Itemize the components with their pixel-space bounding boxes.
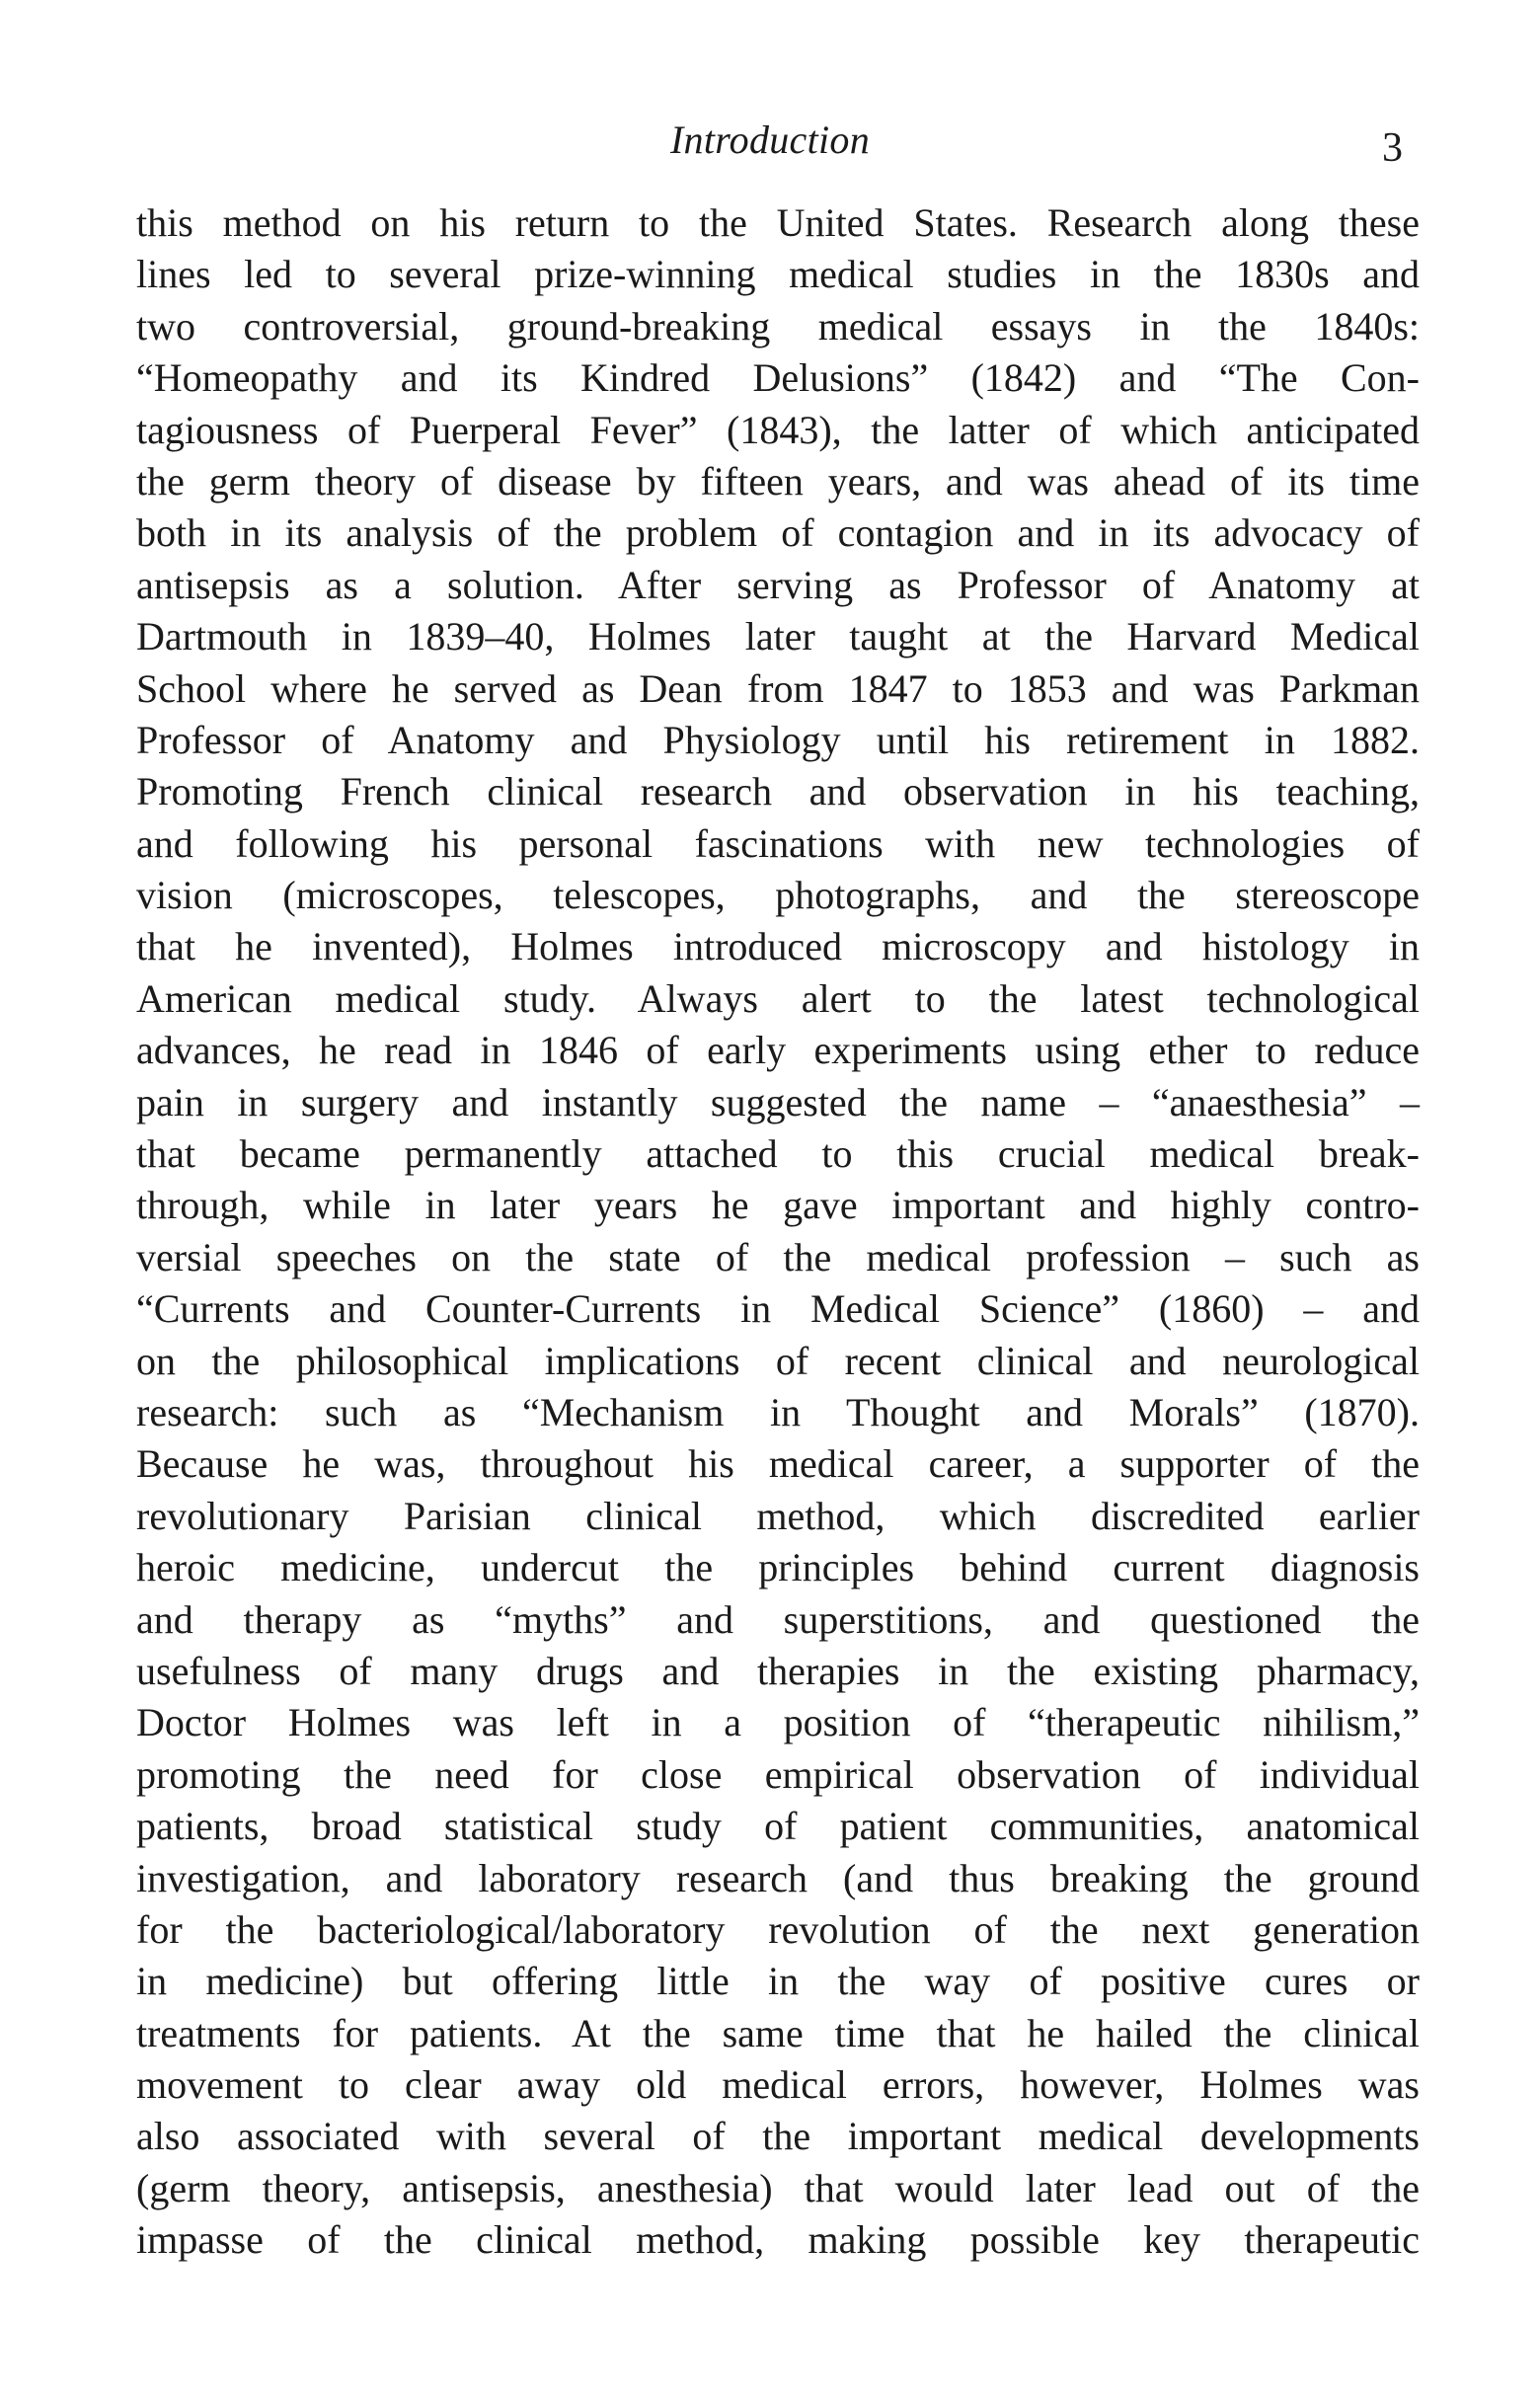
- text-line: that he invented), Holmes introduced microscopy and histology in: [136, 924, 1420, 969]
- text-line: usefulness of many drugs and therapies in the existing pharmacy,: [136, 1648, 1420, 1693]
- text-line: in medicine) but offering little in the way of positive cures or: [136, 1959, 1420, 2004]
- text-line: “Currents and Counter-Currents in Medical Science” (1860) – and: [136, 1286, 1420, 1332]
- text-line: research: such as “Mechanism in Thought and Morals” (1870).: [136, 1389, 1420, 1434]
- text-line: Promoting French clinical research and observation in his teaching,: [136, 769, 1420, 814]
- text-line: for the bacteriological/laboratory revolution of the next generation: [136, 1906, 1420, 1952]
- text-line: antisepsis as a solution. After serving as Professor of Anatomy at: [136, 562, 1420, 607]
- text-line: patients, broad statistical study of patient communities, anatomical: [136, 1804, 1420, 1849]
- text-line: and following his personal fascinations with new technologies of: [136, 820, 1420, 866]
- text-line: advances, he read in 1846 of early experiments using ether to reduce: [136, 1028, 1420, 1073]
- text-line: lines led to several prize-winning medical studies in the 1830s and: [136, 252, 1420, 297]
- text-line: “Homeopathy and its Kindred Delusions” (1842) and “The Con-: [136, 355, 1420, 401]
- text-line: Dartmouth in 1839–40, Holmes later taught at the Harvard Medical: [136, 614, 1420, 659]
- text-line: movement to clear away old medical errors, however, Holmes was: [136, 2062, 1420, 2108]
- text-line: and therapy as “myths” and superstitions, and questioned the: [136, 1596, 1420, 1642]
- text-line: School where he served as Dean from 1847 to 1853 and was Parkman: [136, 665, 1420, 711]
- text-line: that became permanently attached to this crucial medical break-: [136, 1131, 1420, 1177]
- text-line: pain in surgery and instantly suggested the name – “anaesthesia” –: [136, 1079, 1420, 1124]
- text-line: vision (microscopes, telescopes, photographs, and the stereoscope: [136, 873, 1420, 918]
- text-line: tagiousness of Puerperal Fever” (1843), the latter of which anticipated: [136, 407, 1420, 452]
- text-line: versial speeches on the state of the medical profession – such as: [136, 1234, 1420, 1279]
- text-line: (germ theory, antisepsis, anesthesia) that would later lead out of the: [136, 2165, 1420, 2210]
- text-line: on the philosophical implications of recent clinical and neurological: [136, 1338, 1420, 1383]
- text-line: American medical study. Always alert to the latest technological: [136, 975, 1420, 1021]
- text-line: Professor of Anatomy and Physiology until his retirement in 1882.: [136, 717, 1420, 762]
- running-title: Introduction: [669, 117, 871, 162]
- text-line: two controversial, ground-breaking medical essays in the 1840s:: [136, 303, 1420, 348]
- text-line: heroic medicine, undercut the principles behind current diagnosis: [136, 1545, 1420, 1590]
- page-number: 3: [1382, 125, 1403, 171]
- text-line: Doctor Holmes was left in a position of “therapeutic nihilism,”: [136, 1700, 1420, 1745]
- text-line: treatments for patients. At the same time that he hailed the clinical: [136, 2010, 1420, 2055]
- text-line: Because he was, throughout his medical career, a supporter of the: [136, 1441, 1420, 1487]
- text-line: revolutionary Parisian clinical method, which discredited earlier: [136, 1493, 1420, 1538]
- text-line: this method on his return to the United States. Research along these: [136, 200, 1420, 245]
- text-line: investigation, and laboratory research (and thus breaking the ground: [136, 1855, 1420, 1900]
- text-line: the germ theory of disease by fifteen years, and was ahead of its time: [136, 458, 1420, 503]
- body-text: [136, 197, 1420, 2267]
- text-line: promoting the need for close empirical observation of individual: [136, 1751, 1420, 1797]
- text-line: also associated with several of the important medical developments: [136, 2114, 1420, 2159]
- text-line: through, while in later years he gave important and highly contro-: [136, 1183, 1420, 1228]
- text-line: impasse of the clinical method, making possible key therapeutic: [136, 2217, 1420, 2263]
- text-line: both in its analysis of the problem of contagion and in its advocacy of: [136, 510, 1420, 556]
